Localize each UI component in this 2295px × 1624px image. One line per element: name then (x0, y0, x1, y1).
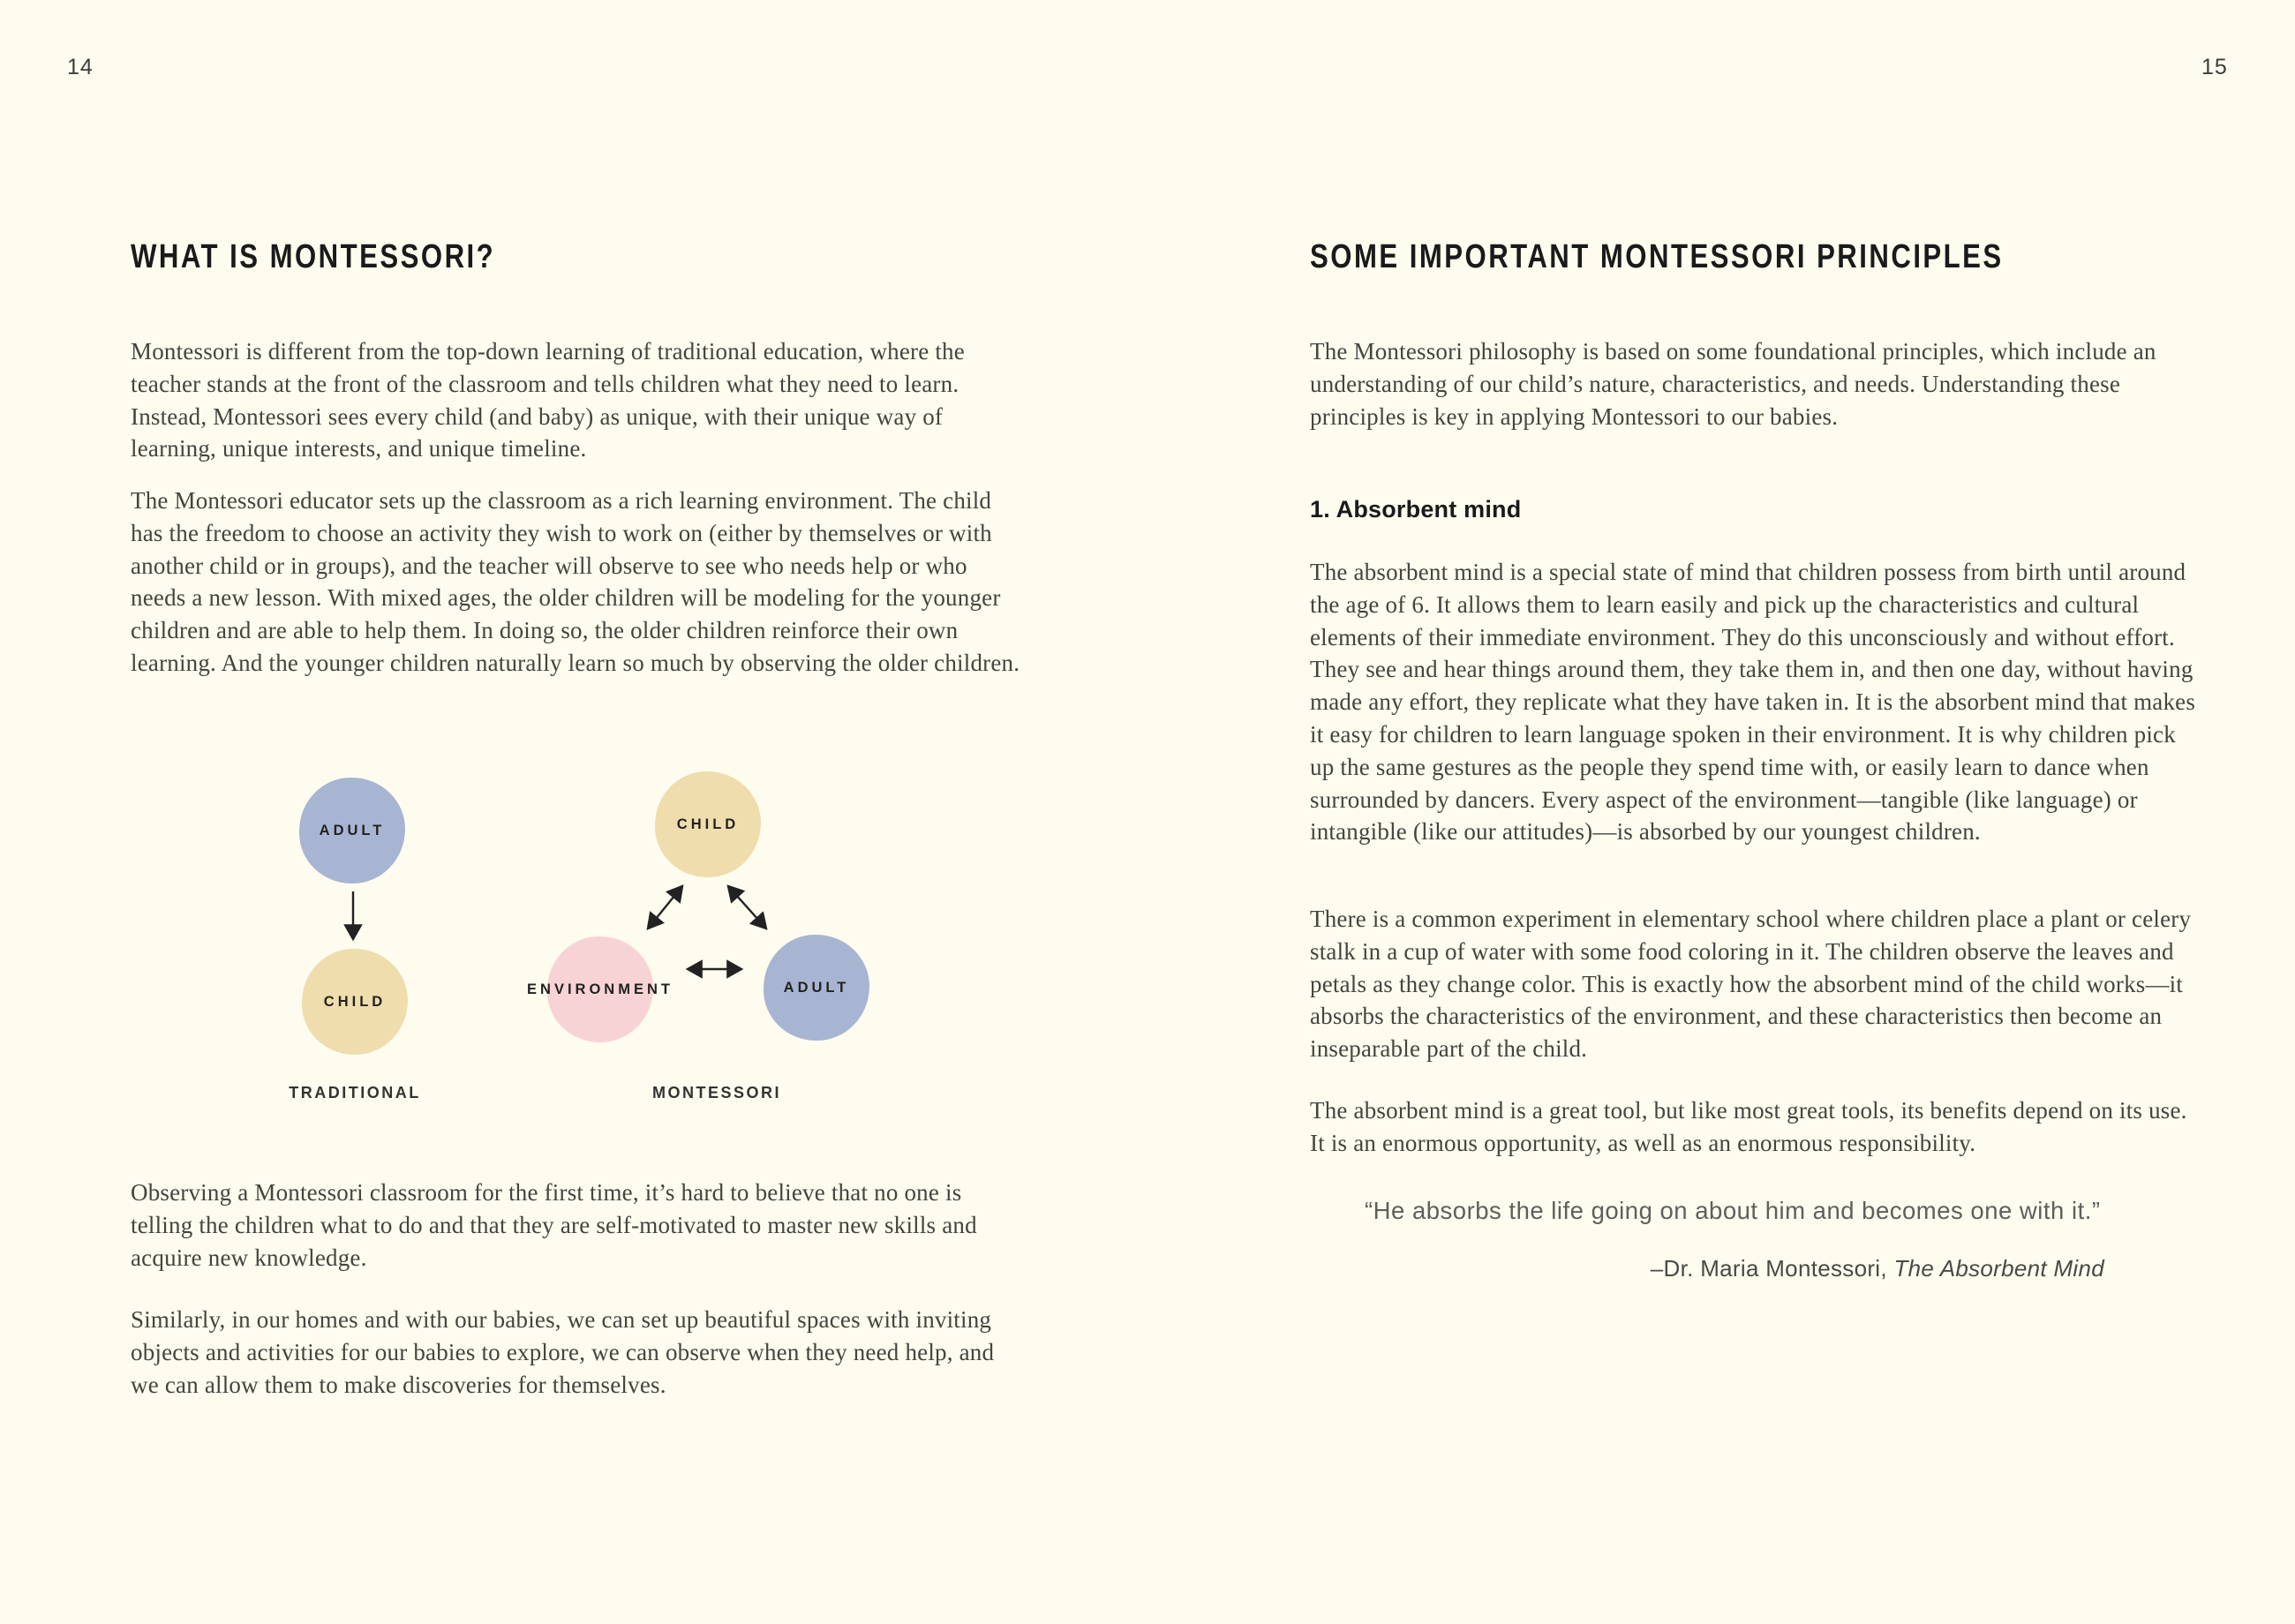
circle-montessori-environment (527, 936, 673, 1042)
right-intro-paragraph: The Montessori philosophy is based on some foundational principles, which include an understanding of our child’s nature, characteristics, and needs. Understanding these principles is key in applying Montessori to our babies. (1310, 338, 2156, 430)
quote-attribution (1310, 1255, 2104, 1282)
quote-source-title: The Absorbent Mind (1893, 1255, 2104, 1282)
quote-attribution-name: –Dr. Maria Montessori, (1650, 1255, 1894, 1282)
right-paragraph-1: The absorbent mind is a special state of mind that children possess from birth until around the age of 6. It allows them to learn easily and pick up the characteristics and cultural elements of their immediate environment. They do this unconsciously and without effort. They see and hear things around them, they take them in, and then one day, without having made any effort, they replicate what they have taken in. It is the absorbent mind that makes it easy for children to learn language spoken in their environment. It is why children pick up the same gestures as the people they spend time with, or easily learn to dance when surrounded by dancers. Every aspect of the environment—tangible (like language) or intangible (like our attitudes)—is absorbed by our youngest children. (1310, 559, 2196, 846)
left-paragraph-4: Similarly, in our homes and with our babies, we can set up beautiful spaces with inviting objects and activities for our babies to explore, we can observe when they need help, and we can allow them to make discoveries for themselves. (131, 1306, 995, 1398)
left-paragraph-2: The Montessori educator sets up the classroom as a rich learning environment. The child has the freedom to choose an activity they wish to work on (either by themselves or with another child or in groups), and the teacher will observe to see who needs help or who needs a new lesson. With mixed ages, the older children will be modeling for the younger children and are able to help them. In doing so, the older children reinforce their own learning. And the younger children naturally learn so much by observing the older children. (131, 487, 1020, 676)
circle-traditional-child (302, 949, 408, 1055)
left-paragraph-1: Montessori is different from the top-down learning of traditional education, where the teacher stands at the front of the classroom and tells children what they need to learn. Instead, Montessori sees every child (and baby) as unique, with their unique way of learning, unique interests, and unique timeline. (131, 338, 965, 462)
caption-traditional: TRADITIONAL (289, 1084, 421, 1101)
page-number-left: 14 (67, 55, 94, 79)
circle-label-adult: ADULT (783, 979, 850, 996)
circle-label-environment: ENVIRONMENT (527, 981, 673, 997)
section-heading-absorbent-mind: 1. Absorbent mind (1310, 496, 1522, 523)
page-number-right: 15 (2201, 55, 2228, 79)
arrow-child-environment (648, 886, 682, 929)
traditional-vs-montessori-diagram (131, 757, 1024, 1137)
circle-montessori-child (655, 771, 761, 877)
right-paragraph-2: There is a common experiment in elementary school where children place a plant or celery stalk in a cup of water with some food coloring in it. The children observe the leaves and petals as they change color. This is exactly how the absorbent mind of the child works—it absorbs the characteristics of the environment, and these characteristics then become an inseparable part of the child. (1310, 906, 2192, 1063)
circle-montessori-adult (764, 935, 869, 1041)
circle-traditional-adult (299, 778, 405, 883)
quote-text: “He absorbs the life going on about him and becomes one with it.” (1365, 1197, 2101, 1224)
arrow-child-adult (728, 886, 766, 929)
left-page-title: WHAT IS MONTESSORI? (131, 238, 496, 275)
right-page-title: SOME IMPORTANT MONTESSORI PRINCIPLES (1310, 238, 2004, 275)
caption-montessori: MONTESSORI (651, 1084, 782, 1101)
left-paragraph-3: Observing a Montessori classroom for the first time, it’s hard to believe that no one is telling the children what to do and that they are self-motivated to master new skills and acquire new knowledge. (131, 1179, 977, 1271)
circle-label-adult: ADULT (319, 822, 386, 838)
right-paragraph-3: The absorbent mind is a great tool, but like most great tools, its benefits depend on its use. It is an enormous opportunity, as well as an enormous responsibility. (1310, 1097, 2187, 1156)
circle-label-child: CHILD (323, 993, 387, 1010)
circle-label-child: CHILD (676, 816, 740, 832)
